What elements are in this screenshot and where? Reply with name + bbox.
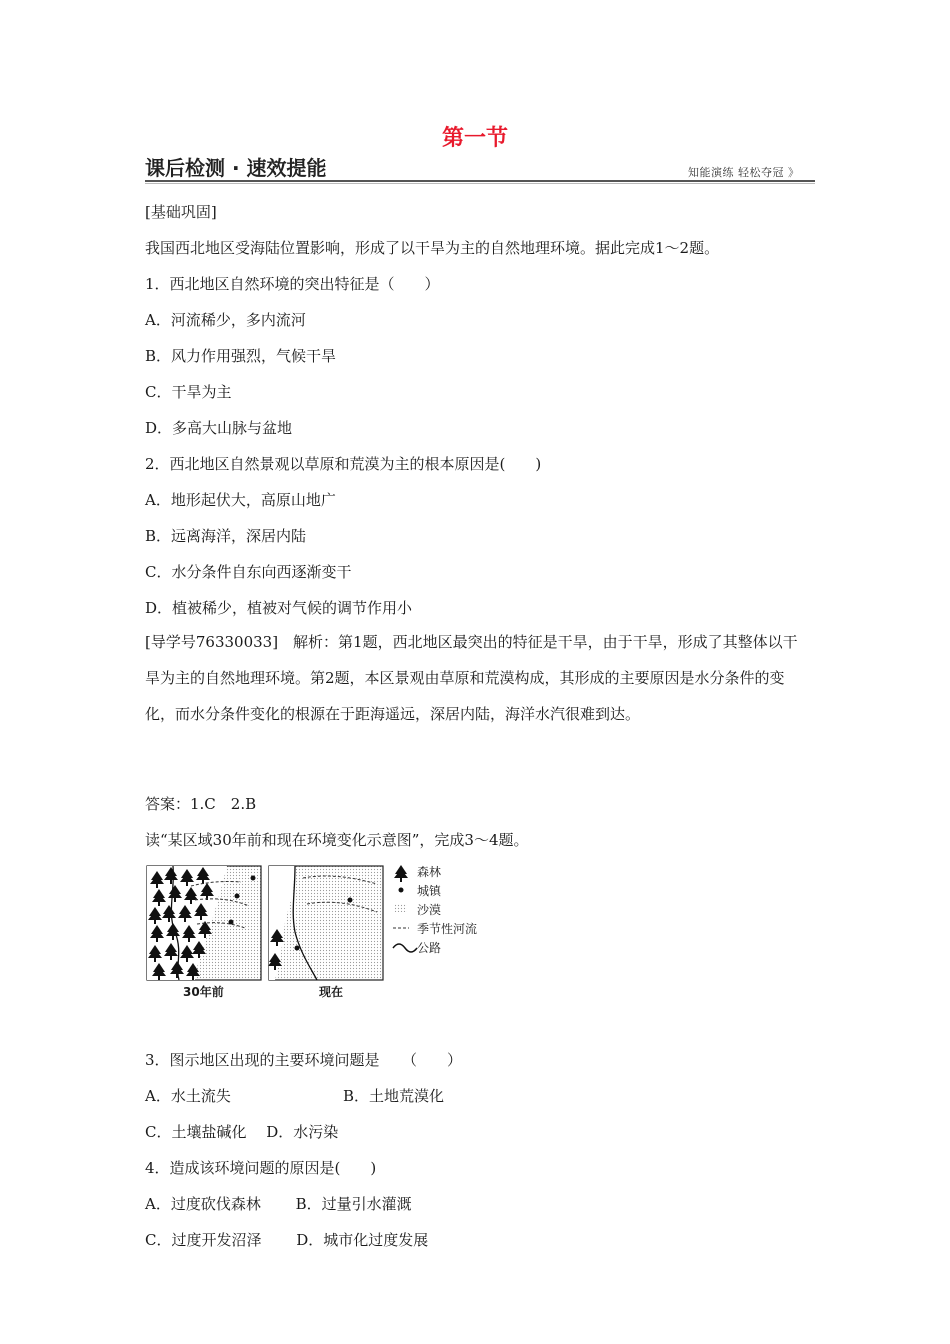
section-banner-slogan: 知能演练 轻松夺冠 》 (688, 166, 800, 179)
question-1-stem: 1．西北地区自然环境的突出特征是（ ） (145, 275, 440, 293)
intro-text: 我国西北地区受海陆位置影响，形成了以干旱为主的自然地理环境。据此完成1～2题。 (145, 239, 720, 257)
legend-forest: 森林 (417, 865, 442, 879)
question-1-option-d: D．多高大山脉与盆地 (145, 419, 293, 437)
legend-seasonal-river: 季节性河流 (417, 922, 478, 936)
section-label: [基础巩固] (145, 203, 217, 221)
banner-divider-thin (145, 183, 815, 184)
question-4-option-cd: C．过度开发沼泽 D．城市化过度发展 (145, 1231, 429, 1249)
legend-road: 公路 (417, 941, 442, 955)
map-label-30-years-ago: 30年前 (183, 985, 224, 999)
page-title: 第一节 (441, 126, 508, 151)
legend-town: 城镇 (417, 884, 442, 898)
question-3-option-a: A．水土流失 (145, 1087, 231, 1105)
explanation-paragraph: [导学号76330033] 解析：第1题，西北地区最突出的特征是干旱，由于干旱，形成了其整体以干旱为主的自然地理环境。第2题，本区景观由草原和荒漠构成，其形成的主要原因是水分条件的变化，而水分条件变化的根源在于距海遥远，深居内陆，海洋水汽很难到达。 (145, 633, 798, 723)
question-2-option-a: A．地形起伏大，高原山地广 (145, 491, 336, 509)
question-4-stem: 4．造成该环境问题的原因是( ) (145, 1159, 377, 1177)
section-banner-title: 课后检测 · 速效提能 (145, 156, 327, 180)
question-2-option-c: C．水分条件自东向西逐渐变干 (145, 563, 352, 581)
question-2-option-b: B．远离海洋，深居内陆 (145, 527, 307, 545)
question-4-option-ab: A．过度砍伐森林 B．过量引水灌溉 (145, 1195, 412, 1213)
map-label-now: 现在 (319, 985, 344, 999)
question-1-option-c: C．干旱为主 (145, 383, 232, 401)
banner-divider (145, 180, 815, 182)
question-3-stem: 3．图示地区出现的主要环境问题是 （ ） (145, 1051, 463, 1069)
question-3-option-cd: C．土壤盐碱化 D．水污染 (145, 1123, 339, 1141)
answer-line: 答案：1.C 2.B (145, 795, 257, 813)
question-1-option-a: A．河流稀少，多内流河 (145, 311, 306, 329)
intro-text-2: 读“某区域30年前和现在环境变化示意图”，完成3～4题。 (145, 831, 529, 849)
question-3-option-b: B．土地荒漠化 (343, 1087, 445, 1105)
environment-change-figure (145, 862, 495, 1006)
question-1-option-b: B．风力作用强烈，气候干旱 (145, 347, 337, 365)
question-2-stem: 2．西北地区自然景观以草原和荒漠为主的根本原因是( ) (145, 455, 542, 473)
legend-desert: 沙漠 (417, 903, 442, 917)
question-2-option-d: D．植被稀少，植被对气候的调节作用小 (145, 599, 413, 617)
